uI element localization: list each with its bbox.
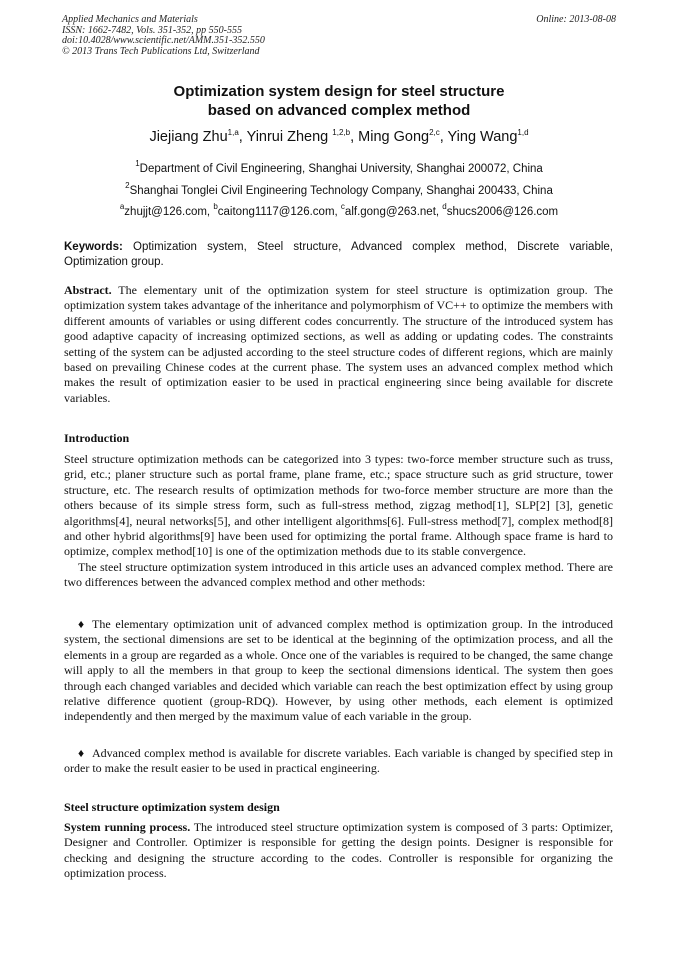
design-heading: Steel structure optimization system design	[64, 800, 280, 814]
author-list	[0, 128, 678, 146]
author-sep: ,	[439, 129, 448, 145]
bullet-icon: ♦	[78, 617, 85, 631]
author-name: Jiejiang Zhu	[149, 129, 228, 145]
abstract-label: Abstract.	[64, 283, 112, 297]
author-name: Ying Wang	[447, 129, 518, 145]
affiliation-1	[0, 159, 678, 176]
introduction-heading: Introduction	[64, 431, 130, 445]
introduction-body	[64, 452, 613, 591]
author-sup: 2,c	[429, 128, 440, 137]
bullet-item-1	[64, 617, 613, 725]
bullet-icon: ♦	[78, 746, 85, 760]
keywords	[64, 240, 613, 270]
design-body	[64, 820, 613, 882]
bullet-text: Advanced complex method is available for discrete variables. Each variable is changed by specified step in order to make the result easier to be used in practical engineering.	[64, 746, 613, 776]
journal-name: Applied Mechanics and Materials	[62, 14, 198, 25]
keywords-label: Keywords:	[64, 241, 123, 253]
author-name: Yinrui Zheng	[246, 129, 333, 145]
email-sup: a	[119, 202, 125, 211]
email-sup: c	[340, 202, 345, 211]
abstract	[64, 283, 613, 406]
copyright-line: © 2013 Trans Tech Publications Ltd, Switzerland	[62, 45, 260, 57]
email-address: alf.gong@263.net,	[344, 206, 443, 218]
affiliation-sup: 2	[125, 181, 130, 190]
online-date: Online: 2013-08-08	[536, 14, 616, 25]
author-sep: ,	[238, 129, 247, 145]
title-line-2: based on advanced complex method	[207, 102, 471, 119]
email-list	[0, 202, 678, 219]
affiliation-text: Shanghai Tonglei Civil Engineering Technology Company, Shanghai 200433, China	[129, 185, 553, 197]
introduction-paragraph-1: Steel structure optimization methods can be categorized into 3 types: two-force member structure such as truss, grid, etc.; planer structure such as portal frame, plane frame, etc.; space structure such as grid structure, tower structure, etc. The research results of optimization methods for two-force member structure are more than the others because of its simple stress form, such as full-stress method, zigzag method[1], SLP[2] [3], genetic algorithms[4], neural networks[5], and other intelligent algorithms[6]. Full-stress method[7], complex method[8] and other hybrid algorithms[9] have been used for optimizing the portal frame. Although space frame is hard to optimize, complex method[10] is one of the optimization methods due to its stable convergence.	[64, 452, 613, 559]
keywords-text: Optimization system, Steel structure, Advanced complex method, Discrete variable, Optimization group.	[64, 241, 613, 268]
affiliation-2	[0, 181, 678, 198]
issn-line: ISSN: 1662-7482, Vols. 351-352, pp 550-555	[62, 24, 242, 36]
email-sup: b	[213, 202, 218, 211]
author-sup: 1,d	[517, 128, 529, 137]
journal-meta	[62, 15, 265, 57]
system-running-text: The introduced steel structure optimization system is composed of 3 parts: Optimizer, Designer and Controller. Optimizer is responsible for getting the design points. Designer is responsible for checking and designing the structure according to the codes. Controller is responsible for organizing the optimization process.	[64, 820, 613, 881]
bullet-text: The elementary optimization unit of advanced complex method is optimization group. In the introduced system, the sectional dimensions are set to be identical at the beginning of the optimization process, and all the elements in a group are regarded as a whole. Once one of the variables is required to be changed, the same change will apply to all the members in that group to keep the sectional dimensions identical. The system then goes through each changed variables and decided which variable can reach the best optimization effect by using group relative difference quotient (group-RDQ). However, by using other methods, each element is optimized independently and then merged by the maximum value of each variable in the group.	[64, 617, 613, 724]
introduction-paragraph-2: The steel structure optimization system introduced in this article uses an advanced complex method. There are two differences between the advanced complex method and other methods:	[64, 559, 613, 590]
email-address: zhujjt@126.com,	[124, 206, 214, 218]
affiliation-sup: 1	[135, 159, 140, 168]
affiliation-text: Department of Civil Engineering, Shanghai University, Shanghai 200072, China	[139, 163, 543, 175]
author-sup: 1,2,b	[332, 128, 351, 137]
email-address: caitong1117@126.com,	[217, 206, 341, 218]
abstract-text: The elementary unit of the optimization system for steel structure is optimization group. The optimization system takes advantage of the inheritance and polymorphism of VC++ to optimize the members with different amounts of variables or using different codes concurrently. The structure of the introduced system has good adaptive capacity of increasing optimized sections, as well as adding or updating codes. The constraints setting of the system can be adjusted according to the steel structure codes of different regions, which are mainly based on prevailing Chinese codes at the current phase. The system uses an advanced complex method which makes the result of optimization easier to be used in practical engineering since being available for discrete variables.	[64, 283, 613, 405]
bullet-item-2	[64, 746, 613, 777]
email-address: shucs2006@126.com	[446, 206, 559, 218]
title-line-1: Optimization system design for steel structure	[173, 83, 505, 100]
doi-line: doi:10.4028/www.scientific.net/AMM.351-352.550	[62, 35, 265, 46]
paper-title	[0, 82, 678, 120]
system-running-label: System running process.	[64, 820, 191, 834]
author-sup: 1,a	[227, 128, 239, 137]
author-sep: ,	[350, 129, 359, 145]
email-sup: d	[442, 202, 447, 211]
author-name: Ming Gong	[358, 129, 430, 145]
